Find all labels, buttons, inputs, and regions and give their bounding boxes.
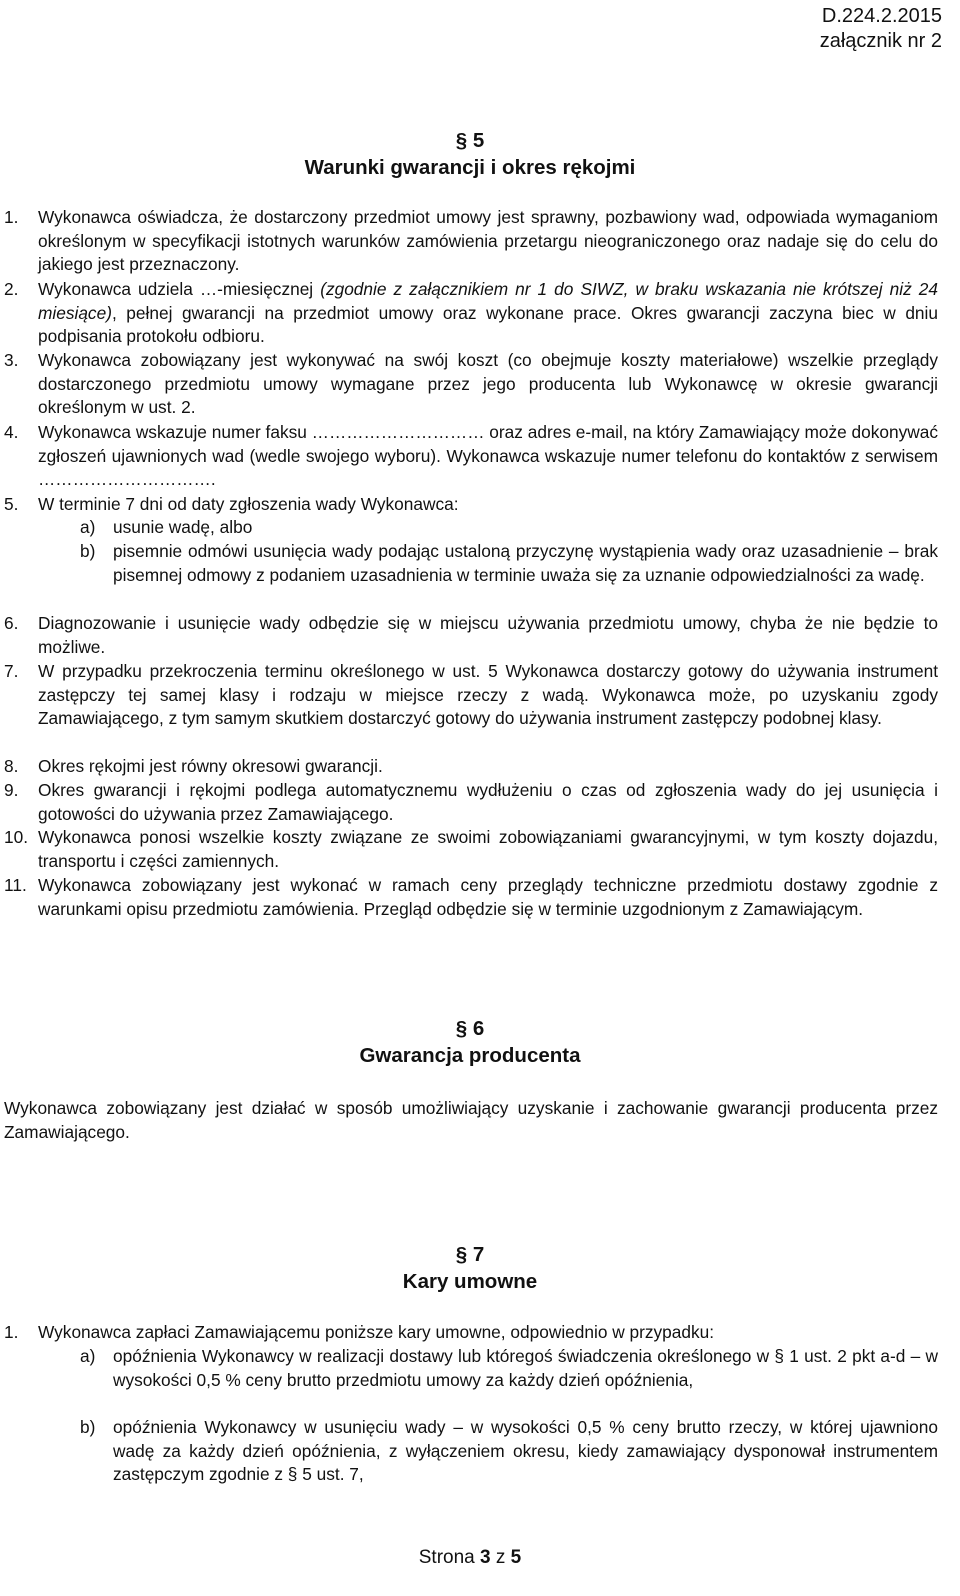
section-6-text: Wykonawca zobowiązany jest działać w sposób umożliwiający uzyskanie i zachowanie gwarancji producenta przez Zamawiającego.	[4, 1098, 938, 1142]
section-5-title: Warunki gwarancji i okres rękojmi	[304, 156, 636, 179]
document-header	[820, 4, 942, 54]
list-item	[4, 421, 938, 492]
item-number: 7.	[4, 661, 19, 681]
item-text: Wykonawca oświadcza, że dostarczony przedmiot umowy jest sprawny, pozbawiony wad, odpowiada wymaganiom określonym w specyfikacji istotnych warunków zamówienia przetargu nieograniczonego oraz nadaje się do celu do jakiego jest przeznaczony.	[38, 207, 938, 275]
list-item	[4, 493, 938, 517]
list-item	[4, 1321, 938, 1345]
sub-item-text: usunie wadę, albo	[113, 517, 253, 537]
item-number: 9.	[4, 780, 19, 800]
list-item	[4, 206, 938, 277]
item-number: 10.	[4, 827, 29, 847]
sub-item-letter: b)	[80, 541, 96, 561]
item-number: 6.	[4, 613, 19, 633]
item-text: Wykonawca udziela …-miesięcznej (zgodnie z załącznikiem nr 1 do SIWZ, w braku wskazania nie krótszej niż 24 miesiące), pełnej gwarancji na przedmiot umowy oraz wykonane prace. Okres gwarancji zaczyna biec w dniu podpisania protokołu odbioru.	[38, 279, 938, 347]
list-item	[4, 278, 938, 349]
sub-list-item	[80, 1345, 938, 1392]
item-number: 11.	[4, 875, 27, 895]
list-item	[4, 660, 938, 731]
page-footer	[0, 1547, 940, 1569]
footer-prefix: Strona	[418, 1547, 475, 1568]
item-text: W przypadku przekroczenia terminu określonego w ust. 5 Wykonawca dostarczy gotowy do używania instrument zastępczy tej samej klasy i rodzaju w miejsce rzeczy z wadą. Wykonawca może, po uzyskaniu zgody Zamawiającego, z tym samym skutkiem dostarczyć gotowy do używania instrument zastępczy podobnej klasy.	[38, 661, 938, 729]
sub-item-text: opóźnienia Wykonawcy w usunięciu wady – w wysokości 0,5 % ceny brutto rzeczy, w której ujawniono wadę za każdy dzień opóźnienia, z wyłączeniem okresu, kiedy zamawiający dysponował instrumentem zastępczym zgodnie z § 5 ust. 7,	[113, 1417, 938, 1485]
list-item	[4, 779, 938, 826]
item-number: 3.	[4, 350, 19, 370]
item-number: 1.	[4, 1322, 19, 1342]
sub-item-letter: a)	[80, 517, 96, 537]
sub-item-text: opóźnienia Wykonawcy w realizacji dostawy lub któregoś świadczenia określonego w § 1 ust. 2 pkt a-d – w wysokości 0,5 % ceny brutto przedmiotu umowy za każdy dzień opóźnienia,	[113, 1346, 938, 1390]
section-5-number: § 5	[455, 129, 485, 152]
item-number: 4.	[4, 422, 19, 442]
sub-list-item	[80, 1416, 938, 1487]
list-item	[4, 874, 938, 921]
sub-item-letter: a)	[80, 1346, 96, 1366]
section-7-title: Kary umowne	[402, 1270, 538, 1293]
item-text: Okres gwarancji i rękojmi podlega automatycznemu wydłużeniu o czas od zgłoszenia wady do jej usunięcia i gotowości do używania przez Zamawiającego.	[38, 780, 938, 824]
section-7-number: § 7	[455, 1243, 485, 1266]
item-text: Wykonawca zobowiązany jest wykonywać na swój koszt (co obejmuje koszty materiałowe) wszelkie przeglądy dostarczonego przedmiotu umowy wymagane przez jego producenta lub Wykonawcę w okresie gwarancji określonym w ust. 2.	[38, 350, 938, 418]
footer-total-pages: 5	[510, 1547, 522, 1568]
item-text: Wykonawca zobowiązany jest wykonać w ramach ceny przeglądy techniczne przedmiotu dostawy zgodnie z warunkami opisu przedmiotu zamówienia. Przegląd odbędzie się w terminie uzgodnionym z Zamawiającym.	[38, 875, 938, 919]
item-number: 2.	[4, 279, 19, 299]
item-text-italic: (zgodnie z załącznikiem nr 1 do SIWZ, w braku wskazania nie krótszej niż 24 miesiące)	[38, 279, 938, 323]
footer-separator: z	[495, 1547, 506, 1568]
item-number: 5.	[4, 494, 19, 514]
document-id: D.224.2.2015	[821, 5, 942, 27]
list-item	[4, 755, 938, 779]
sub-list-item	[80, 540, 938, 587]
item-text: Wykonawca ponosi wszelkie koszty związane ze swoimi zobowiązaniami gwarancyjnymi, w tym koszty dojazdu, transportu i części zamiennych.	[38, 827, 938, 871]
sub-item-letter: b)	[80, 1417, 96, 1437]
attachment-label: załącznik nr 2	[819, 30, 942, 52]
list-item	[4, 826, 938, 873]
footer-page-number: 3	[480, 1547, 491, 1568]
list-item	[4, 349, 938, 420]
item-text: Diagnozowanie i usunięcie wady odbędzie się w miejscu używania przedmiotu umowy, chyba że nie będzie to możliwe.	[38, 613, 938, 657]
section-6-title: Gwarancja producenta	[359, 1044, 581, 1067]
section-6-number: § 6	[455, 1017, 485, 1040]
sub-list-item	[80, 516, 938, 540]
list-item	[4, 612, 938, 659]
item-text: Wykonawca wskazuje numer faksu ………………………… oraz adres e-mail, na który Zamawiający może dokonywać zgłoszeń ujawnionych wad (wedle swojego wyboru). Wykonawca wskazuje numer telefonu do kontaktów z serwisem ………………………….	[38, 422, 938, 490]
sub-item-text: pisemnie odmówi usunięcia wady podając ustaloną przyczynę wystąpienia wady oraz uzasadnienie – brak pisemnej odmowy z podaniem uzasadnienia w terminie uważa się za uznanie odpowiedzialności za wadę.	[113, 541, 938, 585]
item-text: Wykonawca zapłaci Zamawiającemu poniższe kary umowne, odpowiednio w przypadku:	[38, 1322, 715, 1342]
item-number: 8.	[4, 756, 19, 776]
item-number: 1.	[4, 207, 19, 227]
item-text: Okres rękojmi jest równy okresowi gwarancji.	[38, 756, 383, 776]
item-text: W terminie 7 dni od daty zgłoszenia wady Wykonawca:	[38, 494, 459, 514]
